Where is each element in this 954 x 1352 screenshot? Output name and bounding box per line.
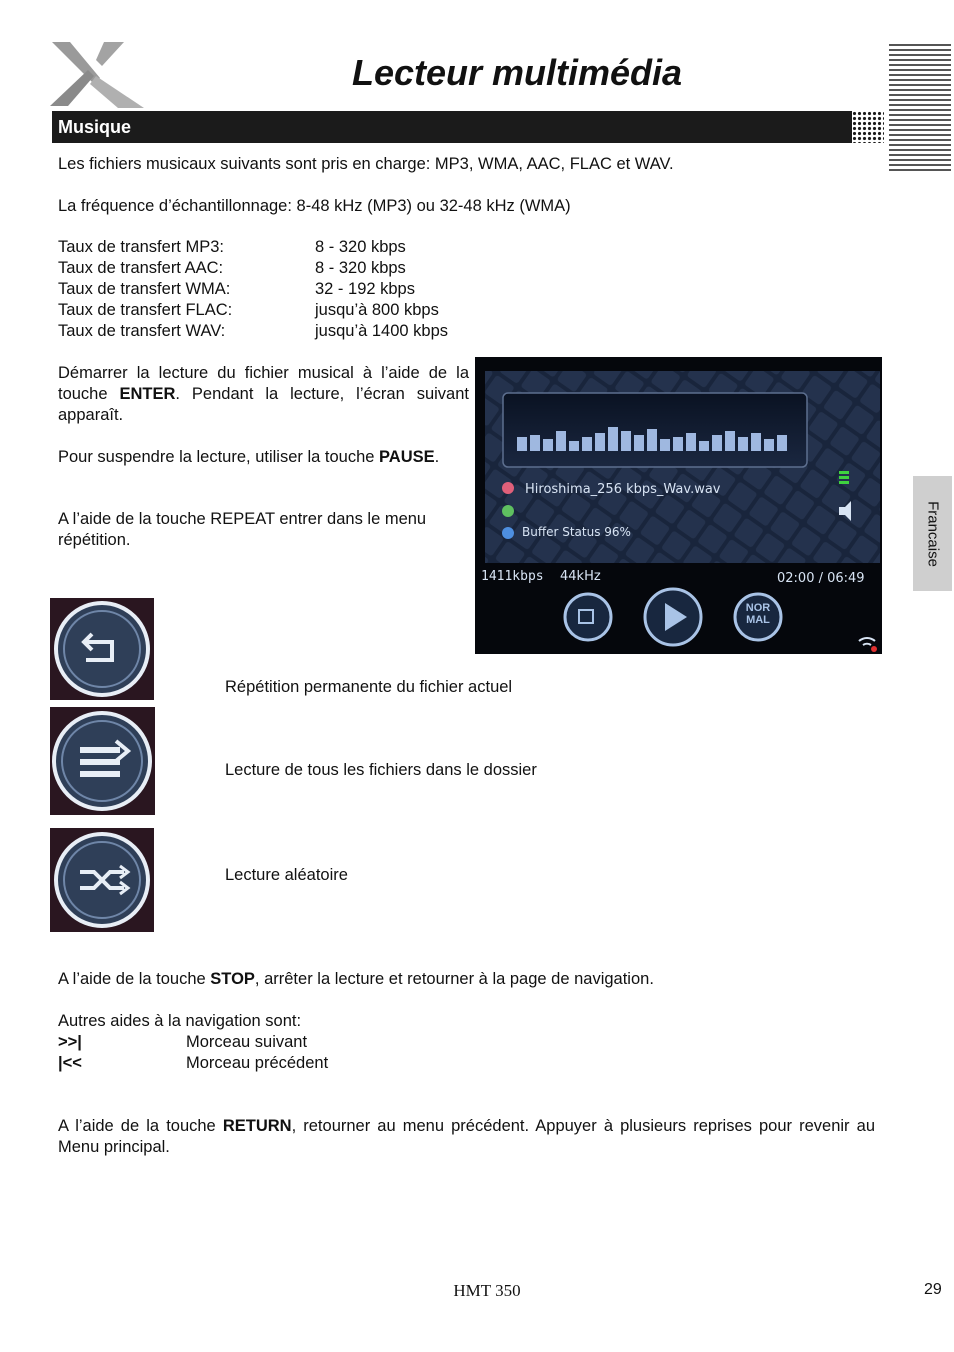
shuffle-icon [50, 828, 154, 932]
return-text: A l’aide de la touche [58, 1117, 223, 1135]
repeat-all-icon [50, 707, 155, 815]
buffer-status: Buffer Status 96% [522, 525, 631, 539]
pause-text-end: . [434, 448, 440, 466]
return-text-end: , retourner au menu précédent. Appuyer à plusieurs reprises pour revenir au Menu principal. [58, 1117, 875, 1156]
rate-label: Taux de transfert WMA: [58, 280, 231, 298]
start-text-end: . Pendant la lecture, l’écran suivant apparaît. [58, 385, 469, 424]
repeat-paragraph: A l’aide de la touche REPEAT entrer dans le menu répétition. [58, 510, 427, 549]
rate-value: jusqu’à 800 kbps [315, 301, 439, 319]
rate-label: Taux de transfert AAC: [58, 259, 224, 277]
start-text: Démarrer la lecture du fichier musical à l’aide de la touche [58, 364, 469, 403]
normal-mode-line1: NOR [745, 602, 771, 614]
rate-label: Taux de transfert WAV: [58, 322, 226, 340]
nav-intro: Autres aides à la navigation sont: [58, 1012, 302, 1030]
section-bar-dots [842, 111, 884, 143]
rate-value: jusqu’à 1400 kbps [315, 322, 449, 340]
section-title: Musique [58, 117, 132, 137]
nav-desc-next: Morceau suivant [186, 1033, 308, 1051]
language-tab-label: Francaise [924, 500, 941, 567]
nav-desc-prev: Morceau précédent [186, 1054, 329, 1072]
player-screen-art [475, 357, 882, 654]
pause-text: Pour suspendre la lecture, utiliser la touche [58, 448, 380, 466]
stop-key: STOP [210, 970, 255, 988]
player-screenshot [475, 357, 882, 654]
repeat-all-tile [50, 707, 155, 815]
normal-mode-label [738, 602, 778, 626]
enter-key: ENTER [119, 385, 176, 403]
bitrate-readout: 1411kbps [481, 569, 544, 584]
frequency-readout: 44kHz [560, 569, 601, 584]
repeat-all-desc: Lecture de tous les fichiers dans le dossier [225, 761, 537, 779]
repeat-one-tile [50, 598, 154, 700]
nav-key-prev: |<< [58, 1054, 82, 1072]
rate-value: 8 - 320 kbps [315, 238, 406, 256]
return-key: RETURN [222, 1117, 292, 1135]
pause-paragraph [58, 447, 469, 468]
rate-value: 32 - 192 kbps [315, 280, 415, 298]
shuffle-desc: Lecture aléatoire [225, 866, 348, 884]
sampling-text: La fréquence d’échantillonnage: 8-48 kHz (MP3) ou 32-48 kHz (WMA) [58, 197, 571, 215]
return-paragraph [58, 1116, 875, 1158]
pause-key: PAUSE [379, 448, 435, 466]
rate-value: 8 - 320 kbps [315, 259, 406, 277]
shuffle-tile [50, 828, 154, 932]
stop-text: A l’aide de la touche [58, 970, 211, 988]
language-tab [913, 476, 952, 591]
rate-label: Taux de transfert FLAC: [58, 301, 233, 319]
footer-model: HMT 350 [453, 1281, 521, 1300]
rate-label: Taux de transfert MP3: [58, 238, 224, 256]
page-title: Lecteur multimédia [351, 52, 683, 93]
track-filename: Hiroshima_256 kbps_Wav.wav [525, 482, 721, 497]
nav-key-next: >>| [58, 1033, 82, 1051]
repeat-one-desc: Répétition permanente du fichier actuel [225, 678, 513, 696]
stop-paragraph [58, 969, 654, 990]
time-readout: 02:00 / 06:49 [777, 571, 865, 586]
repeat-one-icon [50, 598, 154, 700]
section-bar [52, 111, 852, 143]
normal-mode-line2: MAL [746, 614, 770, 626]
header-stripes [889, 44, 951, 172]
page-number: 29 [924, 1281, 942, 1298]
stop-text-end: , arrêter la lecture et retourner à la page de navigation. [254, 970, 654, 988]
formats-text: Les fichiers musicaux suivants sont pris en charge: MP3, WMA, AAC, FLAC et WAV. [58, 155, 674, 173]
start-paragraph [58, 363, 469, 426]
